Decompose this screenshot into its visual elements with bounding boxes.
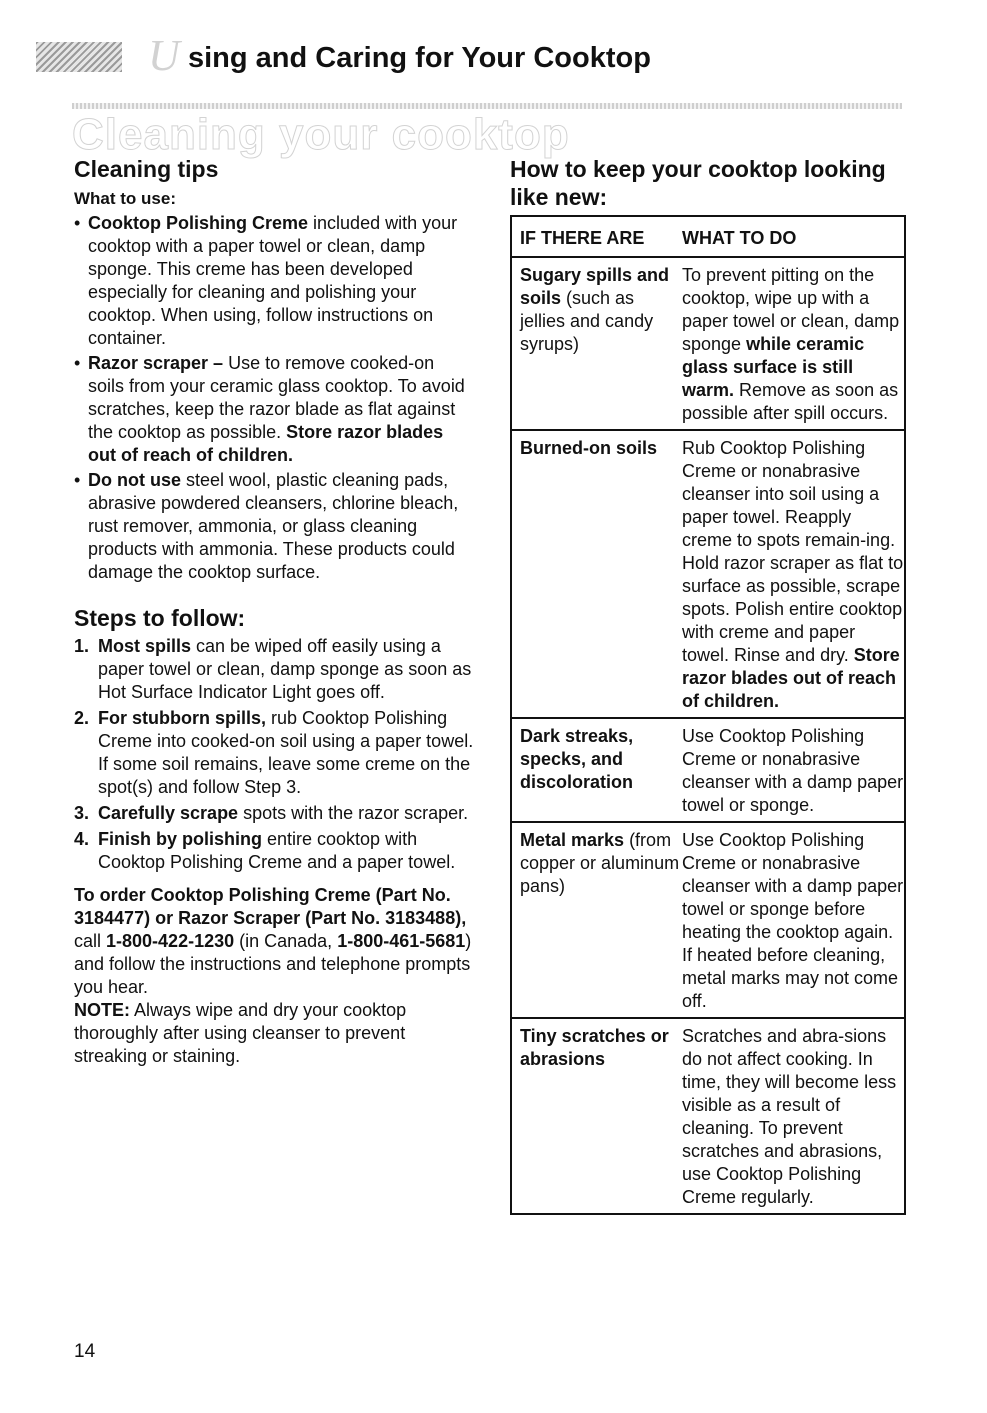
phone-number-us: 1-800-422-1230 [106,931,235,951]
section-title: Cleaning your cooktop [72,110,570,159]
left-column [74,155,474,1068]
bullet-dot: • [74,213,81,233]
keep-like-new-heading: How to keep your cooktop looking like new: [510,156,886,210]
brand-logo-graphic [36,42,122,72]
column-header-what-to-do: WHAT TO DO [682,228,797,248]
step-item: 1. Most spills can be wiped off easily using a paper towel or clean, damp sponge as soon as Hot Surface Indicator Light goes off. [74,636,472,702]
step-item: 3. Carefully scrape spots with the razor scraper. [74,803,469,823]
step-item: 2. For stubborn spills, rub Cooktop Polishing Creme into cooked-on soil using a paper towel. If some soil remains, leave some creme on the spot(s) and follow Step 3. [74,708,474,797]
table-row: Sugary spills and soils (such as jellies and candy syrups) To prevent pitting on the cooktop, wipe up with a paper towel or clean, damp sponge while ceramic glass surface is still warm. Remove as soon as possible after spill occurs. [512,258,904,431]
care-table [510,215,906,1215]
table-row: Metal marks (from copper or aluminum pans) Use Cooktop Polishing Creme or nonabrasive cleanser with a damp paper towel or sponge before heating the cooktop again. If heated before cleaning, metal marks may not come off. [512,823,904,1019]
note: NOTE: Always wipe and dry your cooktop thoroughly after using cleanser to prevent streaking or staining. [74,1000,407,1066]
table-row: Tiny scratches or abrasions Scratches and abra-sions do not affect cooking. In time, they will become less visible as a result of cleaning. To prevent scratches and abrasions, use Cooktop Polishing Creme regularly. [520,1026,897,1207]
table-header-row [512,217,904,258]
phone-number-canada: 1-800-461-5681 [337,931,466,951]
bullet-do-not-use: • Do not use steel wool, plastic cleaning pads, abrasive powdered cleansers, chlorine bleach, rust remover, ammonia, or glass cleaning products with ammonia. These products could damage the cooktop surface. [74,470,459,582]
header-initial-letter: U [148,31,180,80]
bullet-dot: • [74,353,81,373]
column-header-if-there-are: IF THERE ARE [520,228,645,248]
table-row: Dark streaks, specks, and discoloration Use Cooktop Polishing Creme or nonabrasive cleanser with a damp paper towel or sponge. [512,719,904,823]
cleaning-tips-heading: Cleaning tips [74,156,219,182]
order-info: To order Cooktop Polishing Creme (Part No. 3184477) or Razor Scraper (Part No. 3183488), call 1-800-422-1230 (in Canada, 1-800-461-5681) and follow the instructions and telephone prompts you hear. [74,885,472,997]
bullet-dot: • [74,470,81,490]
page-header-title: sing and Caring for Your Cooktop [188,42,651,74]
steps-heading: Steps to follow: [74,605,246,631]
bullet-razor-scraper: • Razor scraper – Use to remove cooked-on soils from your ceramic glass cooktop. To avoid scratches, keep the razor blade as flat against the cooktop as possible. Store razor blades out of reach of children. [74,353,465,465]
step-item: 4. Finish by polishing entire cooktop with Cooktop Polishing Creme and a paper towel. [74,829,456,872]
page-number: 14 [74,1341,96,1362]
header-divider [72,103,902,109]
table-row: Burned-on soils Rub Cooktop Polishing Creme or nonabrasive cleanser into soil using a paper towel. Reapply creme to spots remain-ing. Hold razor scraper as flat to surface as possible, scrape spots. Polish entire cooktop with creme and paper towel. Rinse and dry. Store razor blades out of reach of children. [512,431,904,719]
bullet-polishing-creme: • Cooktop Polishing Creme included with your cooktop with a paper towel or clean, damp sponge. This creme has been developed especially for cleaning and polishing your cooktop. When using, follow instructions on container. [74,213,458,348]
what-to-use-subheading: What to use: [74,189,176,208]
right-column [510,155,910,1215]
